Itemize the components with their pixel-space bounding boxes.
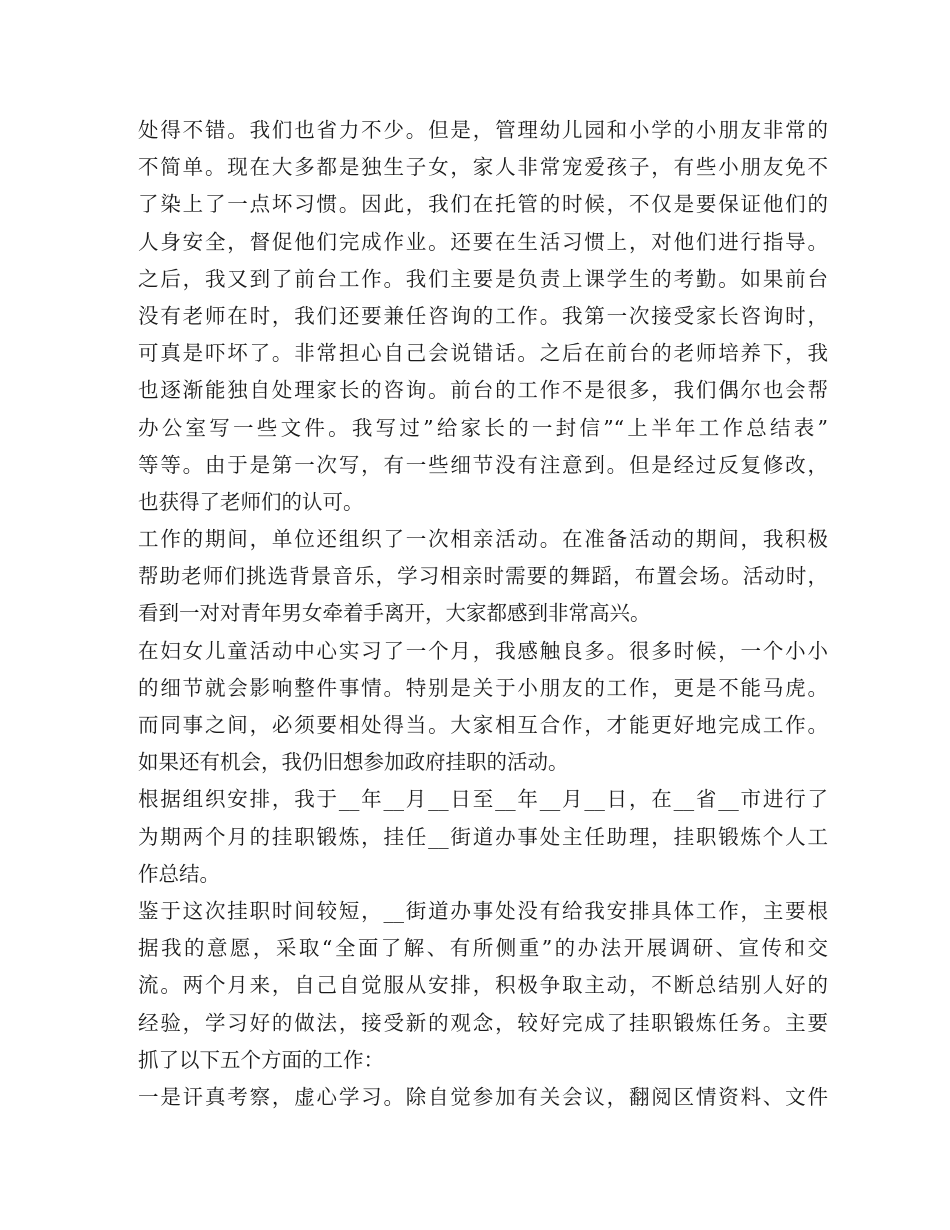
text-line: 人身安全，督促他们完成作业。还要在生活习惯上，对他们进行指导。: [138, 229, 828, 254]
document-body: [138, 112, 828, 1116]
text-line: 不简单。现在大多都是独生子女，家人非常宠爱孩子，有些小朋友免不: [138, 155, 828, 180]
text-line: 工作的期间，单位还组织了一次相亲活动。在准备活动的期间，我积极: [138, 527, 828, 552]
text-line: 可真是吓坏了。非常担心自己会说错话。之后在前台的老师培养下，我: [138, 341, 828, 366]
text-line: 等等。由于是第一次写，有一些细节没有注意到。但是经过反复修改，: [138, 452, 828, 477]
text-line: 也获得了老师们的认可。: [138, 489, 364, 514]
text-line: 一是讦真考察，虚心学习。除自觉参加有关会议，翻阅区情资料、文件: [138, 1084, 828, 1109]
text-line: 也逐渐能独自处理家长的咨询。前台的工作不是很多，我们偶尔也会帮: [138, 378, 828, 403]
text-line: 办公室写一些文件。我写过”给家长的一封信”“上半年工作总结表”: [138, 415, 828, 440]
text-line: 据我的意愿，采取“全面了解、有所侧重”的办法开展调研、宣传和交: [138, 936, 828, 961]
text-line: 根据组织安排，我于__年__月__日至__年__月__日，在__省__市进行了: [138, 787, 828, 812]
text-line: 帮助老师们挑选背景音乐，学习相亲时需要的舞蹈，布置会场。活动时，: [138, 564, 828, 589]
text-line: 看到一对对青年男女牵着手离开，大家都感到非常高兴。: [138, 601, 651, 626]
text-line: 流。两个月来，自己自觉服从安排，积极争取主动，不断总结别人好的: [138, 973, 828, 998]
text-line: 为期两个月的挂职锻炼，挂任__街道办事处主任助理，挂职锻炼个人工: [138, 824, 828, 849]
text-line: 的细节就会影响整件事情。特别是关于小朋友的工作，更是不能马虎。: [138, 675, 828, 700]
text-line: 作总结。: [138, 861, 220, 886]
text-line: 经验，学习好的做法，接受新的观念，较好完成了挂职锻炼任务。主要: [138, 1010, 828, 1035]
text-line: 抓了以下五个方面的工作：: [138, 1047, 384, 1072]
text-line: 鉴于这次挂职时间较短，__街道办事处没有给我安排具体工作，主要根: [138, 898, 828, 923]
text-line: 处得不错。我们也省力不少。但是，管理幼儿园和小学的小朋友非常的: [138, 118, 828, 142]
text-line: 在妇女儿童活动中心实习了一个月，我感触良多。很多时候，一个小小: [138, 638, 828, 663]
text-line: 之后，我又到了前台工作。我们主要是负责上课学生的考勤。如果前台: [138, 266, 828, 291]
text-line: 没有老师在时，我们还要兼任咨询的工作。我第一次接受家长咨询时，: [138, 303, 828, 328]
text-line: 如果还有机会，我仍旧想参加政府挂职的活动。: [138, 750, 569, 775]
text-line: 而同事之间，必须要相处得当。大家相互合作，才能更好地完成工作。: [138, 713, 828, 737]
text-line: 了染上了一点坏习惯。因此，我们在托管的时候，不仅是要保证他们的: [138, 192, 828, 217]
